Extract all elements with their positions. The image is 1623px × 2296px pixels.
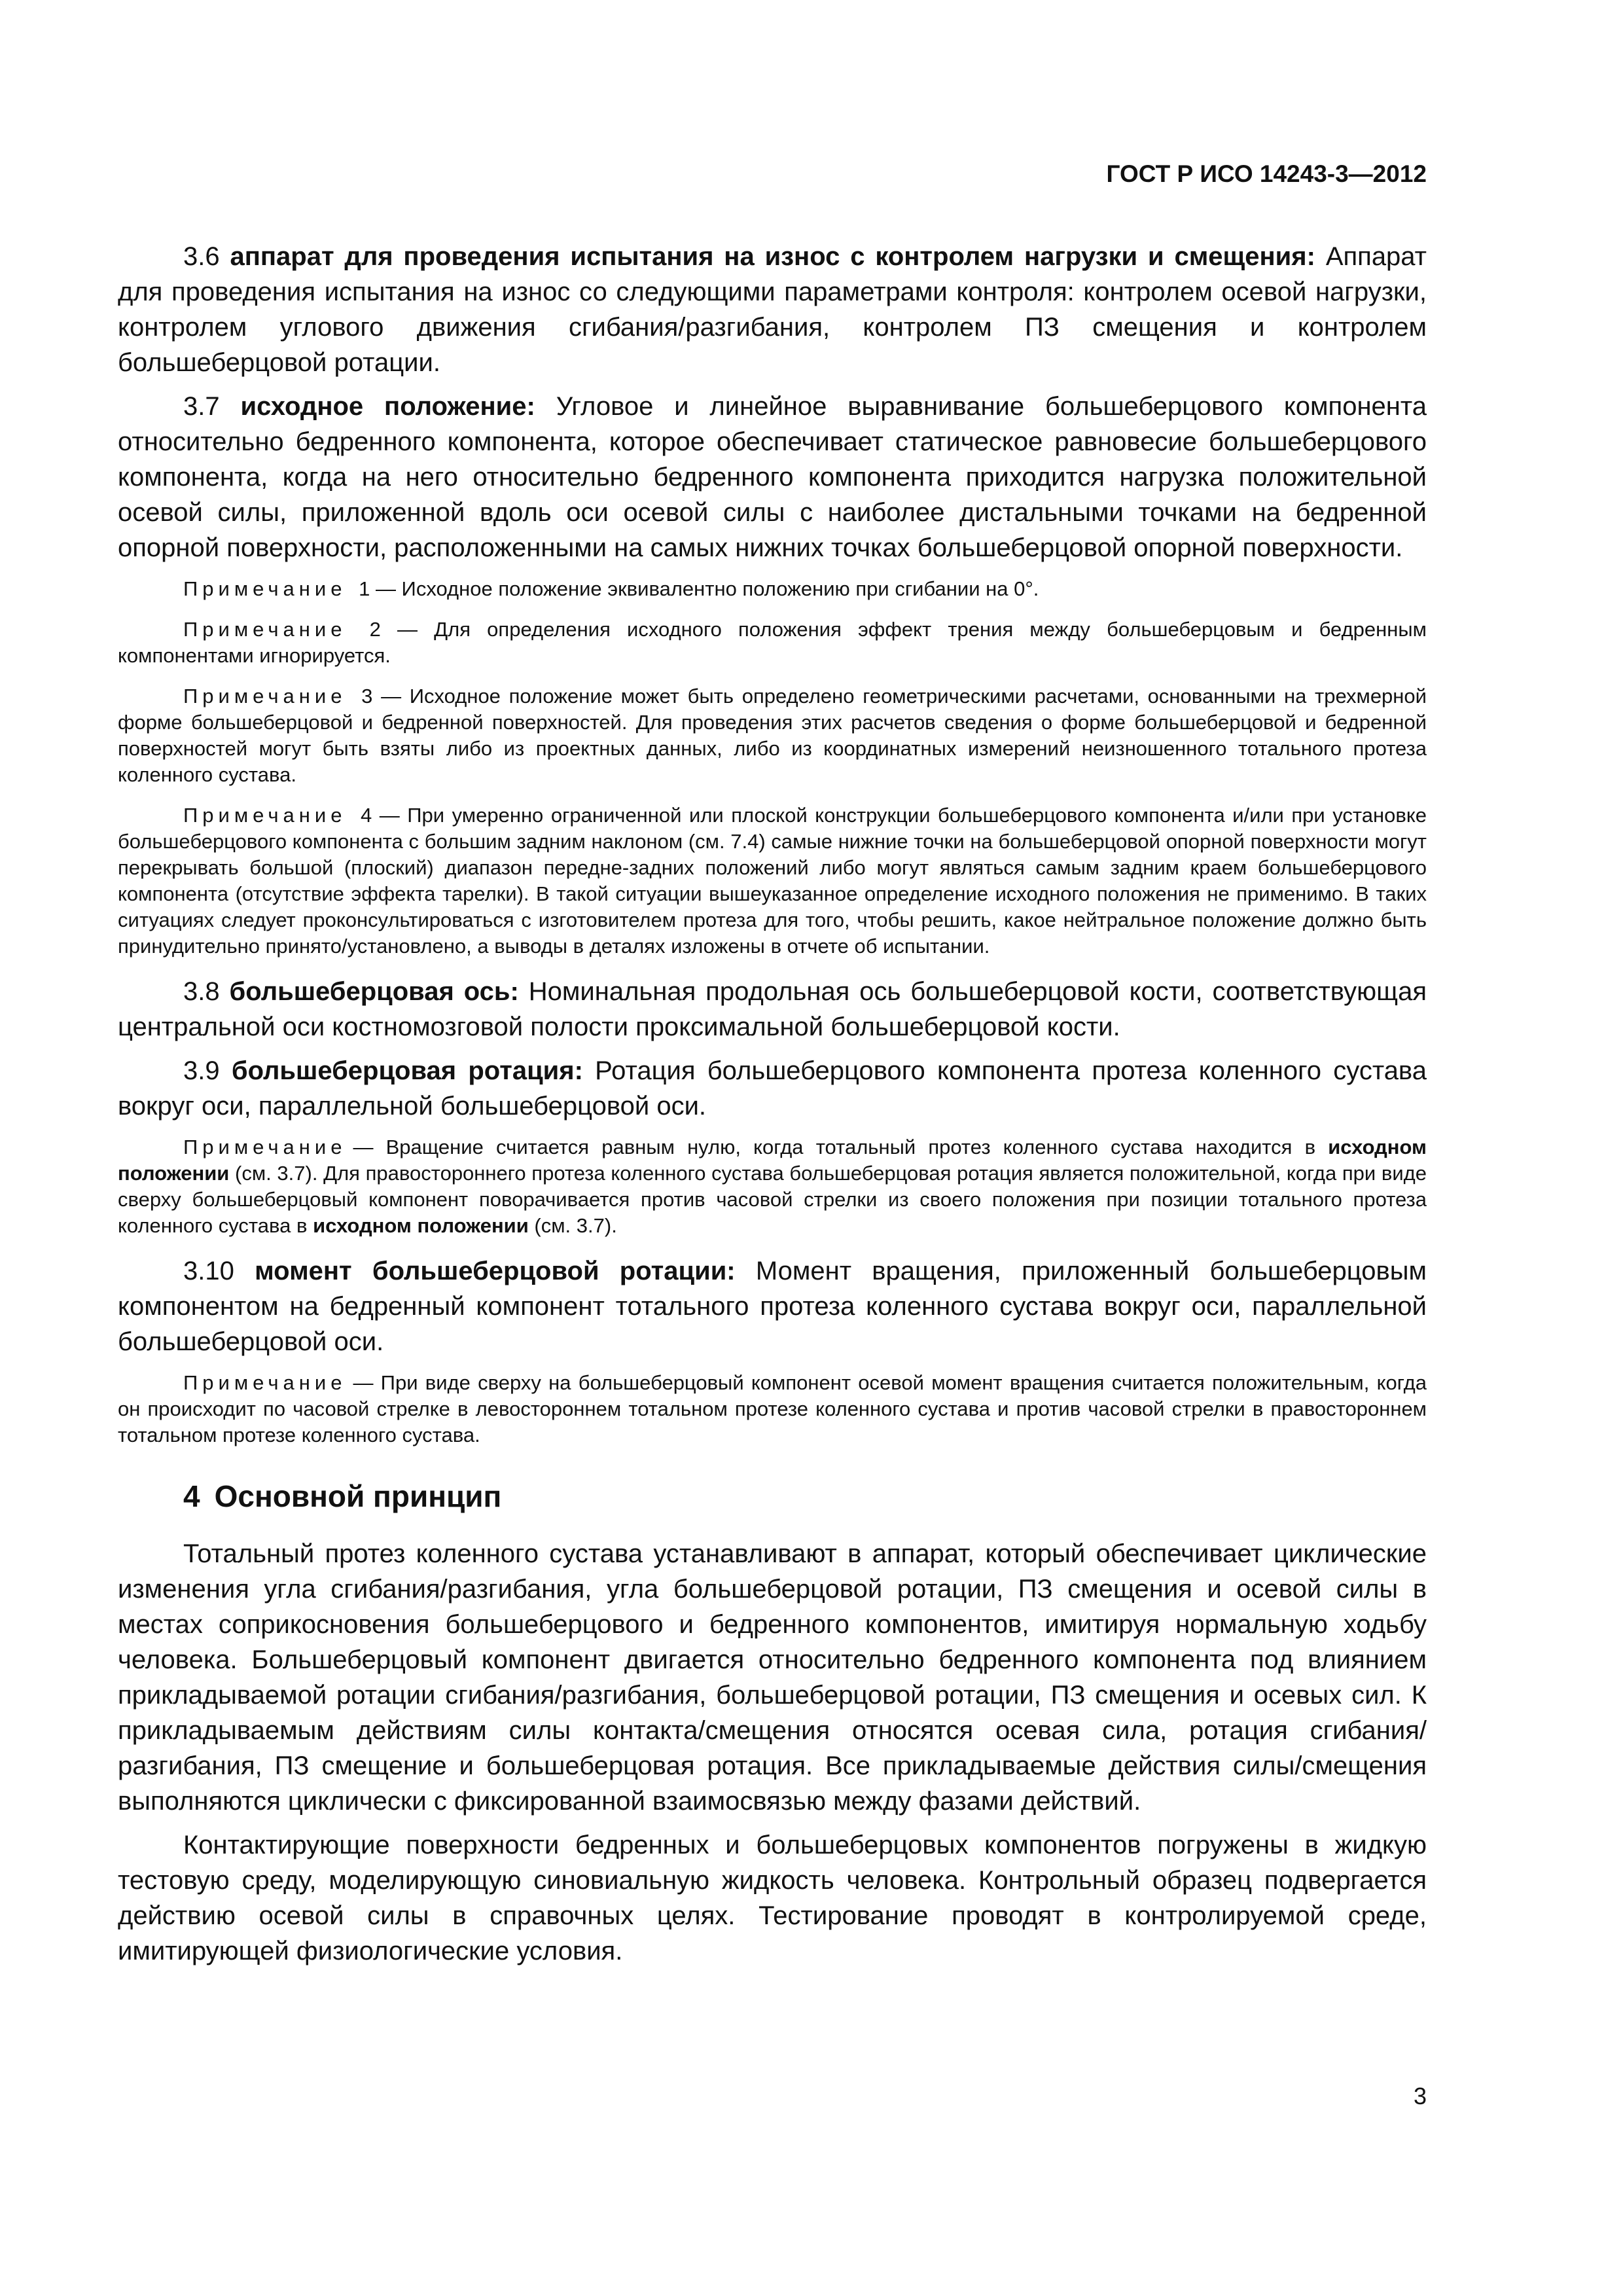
definition-term: аппарат для проведения испытания на износ с контролем нагрузки и смещения: xyxy=(230,242,1315,271)
note-bold-term: исходном положении xyxy=(313,1214,529,1237)
note-label: Примечание xyxy=(183,685,347,708)
note-number: 4 xyxy=(360,804,372,827)
definition-term: момент большеберцовой ротации: xyxy=(255,1257,736,1285)
note-text: — При умеренно ограниченной или плоской конструкции большеберцового компонента и/или при установке большеберцового компонента с большим задним наклоном (см. 7.4) самые нижние точки на большеберцовой опорной поверхности могут перекрывать большой (плоский) диапазон передне-задних положений либо могут являться самым задним краем большеберцового компонента (отсутствие эффекта тарелки). В такой ситуации вышеуказанное определение исходного положения не применимо. В таких ситуациях следует проконсультироваться с изготовителем протеза для того, чтобы решить, какое нейтральное положение должно быть принудительно принято/установлено, а выводы в деталях изложены в отчете об испытании. xyxy=(118,804,1427,958)
note-3-7-3 xyxy=(118,683,1427,788)
note-3-7-1 xyxy=(118,576,1427,602)
note-number: 3 xyxy=(361,685,373,708)
note-3-10 xyxy=(118,1370,1427,1448)
note-label: Примечание xyxy=(183,577,347,600)
section-title: Основной принцип xyxy=(214,1479,502,1513)
section-4-paragraph-2: Контактирующие поверхности бедренных и большеберцовых компонентов погружены в жидкую тестовую среду, моделирующую синовиальную жидкость человека. Контрольный образец подвергается действию осевой силы в справочных целях. Тестирование проводят в контролируемой среде, имитирующей физиологические условия. xyxy=(118,1831,1427,1965)
definition-text: Ротация большеберцового компонента протеза коленного сустава вокруг оси, параллельной большеберцовой оси. xyxy=(118,1056,1427,1121)
section-4-paragraph-1: Тотальный протез коленного сустава устанавливают в аппарат, который обеспечивает циклические изменения угла сгибания/разгибания, угла большеберцовой ротации, ПЗ смещения и осевой силы в местах соприкосновения большеберцового и бедренного компонентов, имитируя нормальную ходьбу человека. Большеберцовый компонент двигается относительно бедренного компонента под влиянием прикладываемой ротации сгибания/разгибания, большеберцовой ротации, ПЗ смещения и осевых сил. К прикладываемым действиям силы контакта/смещения относятся осевая сила, ротация сгибания/разгибания, ПЗ смещение и большеберцовая ротация. Все прикладываемые действия силы/смещения выполняются циклически с фиксированной взаимосвязью между фазами действий. xyxy=(118,1539,1427,1816)
section-heading-4 xyxy=(118,1479,1427,1514)
definition-3-9 xyxy=(118,1053,1427,1124)
definition-number: 3.6 xyxy=(183,242,220,271)
definition-term: большеберцовая ротация: xyxy=(231,1056,583,1085)
definition-term: большеберцовая ось: xyxy=(229,977,519,1006)
note-bold-term: исходном положении xyxy=(118,1136,1427,1185)
note-text: — Вращение считается равным нулю, когда тотальный протез коленного сустава находится в xyxy=(353,1136,1316,1158)
definition-3-6 xyxy=(118,239,1427,380)
definition-text: Угловое и линейное выравнивание большеберцового компонента относительно бедренного компонента, которое обеспечивает статическое равновесие большеберцового компонента, когда на него относительно бедренного компонента приходится нагрузка положительной осевой силы, приложенной вдоль оси осевой силы с наиболее дистальными точками на бедренной опорной поверхности, расположенными на самых нижних точках большеберцовой опорной поверхности. xyxy=(118,392,1427,562)
note-text: — Исходное положение может быть определено геометрическими расчетами, основанными на трехмерной форме большеберцовой и бедренной поверхностей. Для проведения этих расчетов сведения о форме большеберцовой и бедренной поверхностей могут быть взяты либо из проектных данных, либо из координатных измерений неизношенного тотального протеза коленного сустава. xyxy=(118,685,1427,786)
definition-text: Аппарат для проведения испытания на износ со следующими параметрами контроля: контролем осевой нагрузки, контролем углового движения сгибания/разгибания, контролем ПЗ смещения и контролем большеберцовой ротации. xyxy=(118,242,1427,377)
note-text: — Для определения исходного положения эффект трения между большеберцовым и бедренным компонентами игнорируется. xyxy=(118,618,1427,667)
note-label: Примечание xyxy=(183,1371,347,1394)
note-label: Примечание xyxy=(183,618,347,641)
note-3-9 xyxy=(118,1134,1427,1239)
page-number: 3 xyxy=(1413,2083,1427,2109)
document-code-header: ГОСТ Р ИСО 14243-3—2012 xyxy=(1106,160,1427,187)
note-text: — При виде сверху на большеберцовый компонент осевой момент вращения считается положительным, когда он происходит по часовой стрелке в левостороннем тотальном протезе коленного сустава и против часовой стрелки в правостороннем тотальном протезе коленного сустава. xyxy=(118,1371,1427,1446)
definition-term: исходное положение: xyxy=(240,392,535,421)
definition-3-8 xyxy=(118,974,1427,1045)
definition-3-10 xyxy=(118,1253,1427,1359)
note-text: (см. 3.7). Для правостороннего протеза коленного сустава большеберцовая ротация является положительной, когда при виде сверху большеберцовый компонент поворачивается против часовой стрелки из своего положения при позиции тотального протеза коленного сустава в xyxy=(118,1162,1427,1237)
definition-number: 3.7 xyxy=(183,392,220,421)
section-number: 4 xyxy=(183,1479,200,1513)
definition-text: Номинальная продольная ось большеберцовой кости, соответствующая центральной оси костномозговой полости проксимальной большеберцовой кости. xyxy=(118,977,1427,1041)
note-3-7-2 xyxy=(118,617,1427,669)
definition-number: 3.8 xyxy=(183,977,220,1006)
note-number: 2 xyxy=(369,618,381,641)
note-3-7-4 xyxy=(118,802,1427,960)
note-label: Примечание xyxy=(183,804,347,827)
page-content xyxy=(118,239,1427,1977)
note-text: (см. 3.7). xyxy=(534,1214,617,1237)
definition-number: 3.10 xyxy=(183,1257,234,1285)
definition-number: 3.9 xyxy=(183,1056,220,1085)
note-label: Примечание xyxy=(183,1136,347,1158)
definition-text: Момент вращения, приложенный большеберцовым компонентом на бедренный компонент тотального протеза коленного сустава вокруг оси, параллельной большеберцовой оси. xyxy=(118,1257,1427,1356)
note-number: 1 xyxy=(359,577,370,600)
note-text: — Исходное положение эквивалентно положению при сгибании на 0°. xyxy=(375,577,1039,600)
definition-3-7 xyxy=(118,389,1427,565)
